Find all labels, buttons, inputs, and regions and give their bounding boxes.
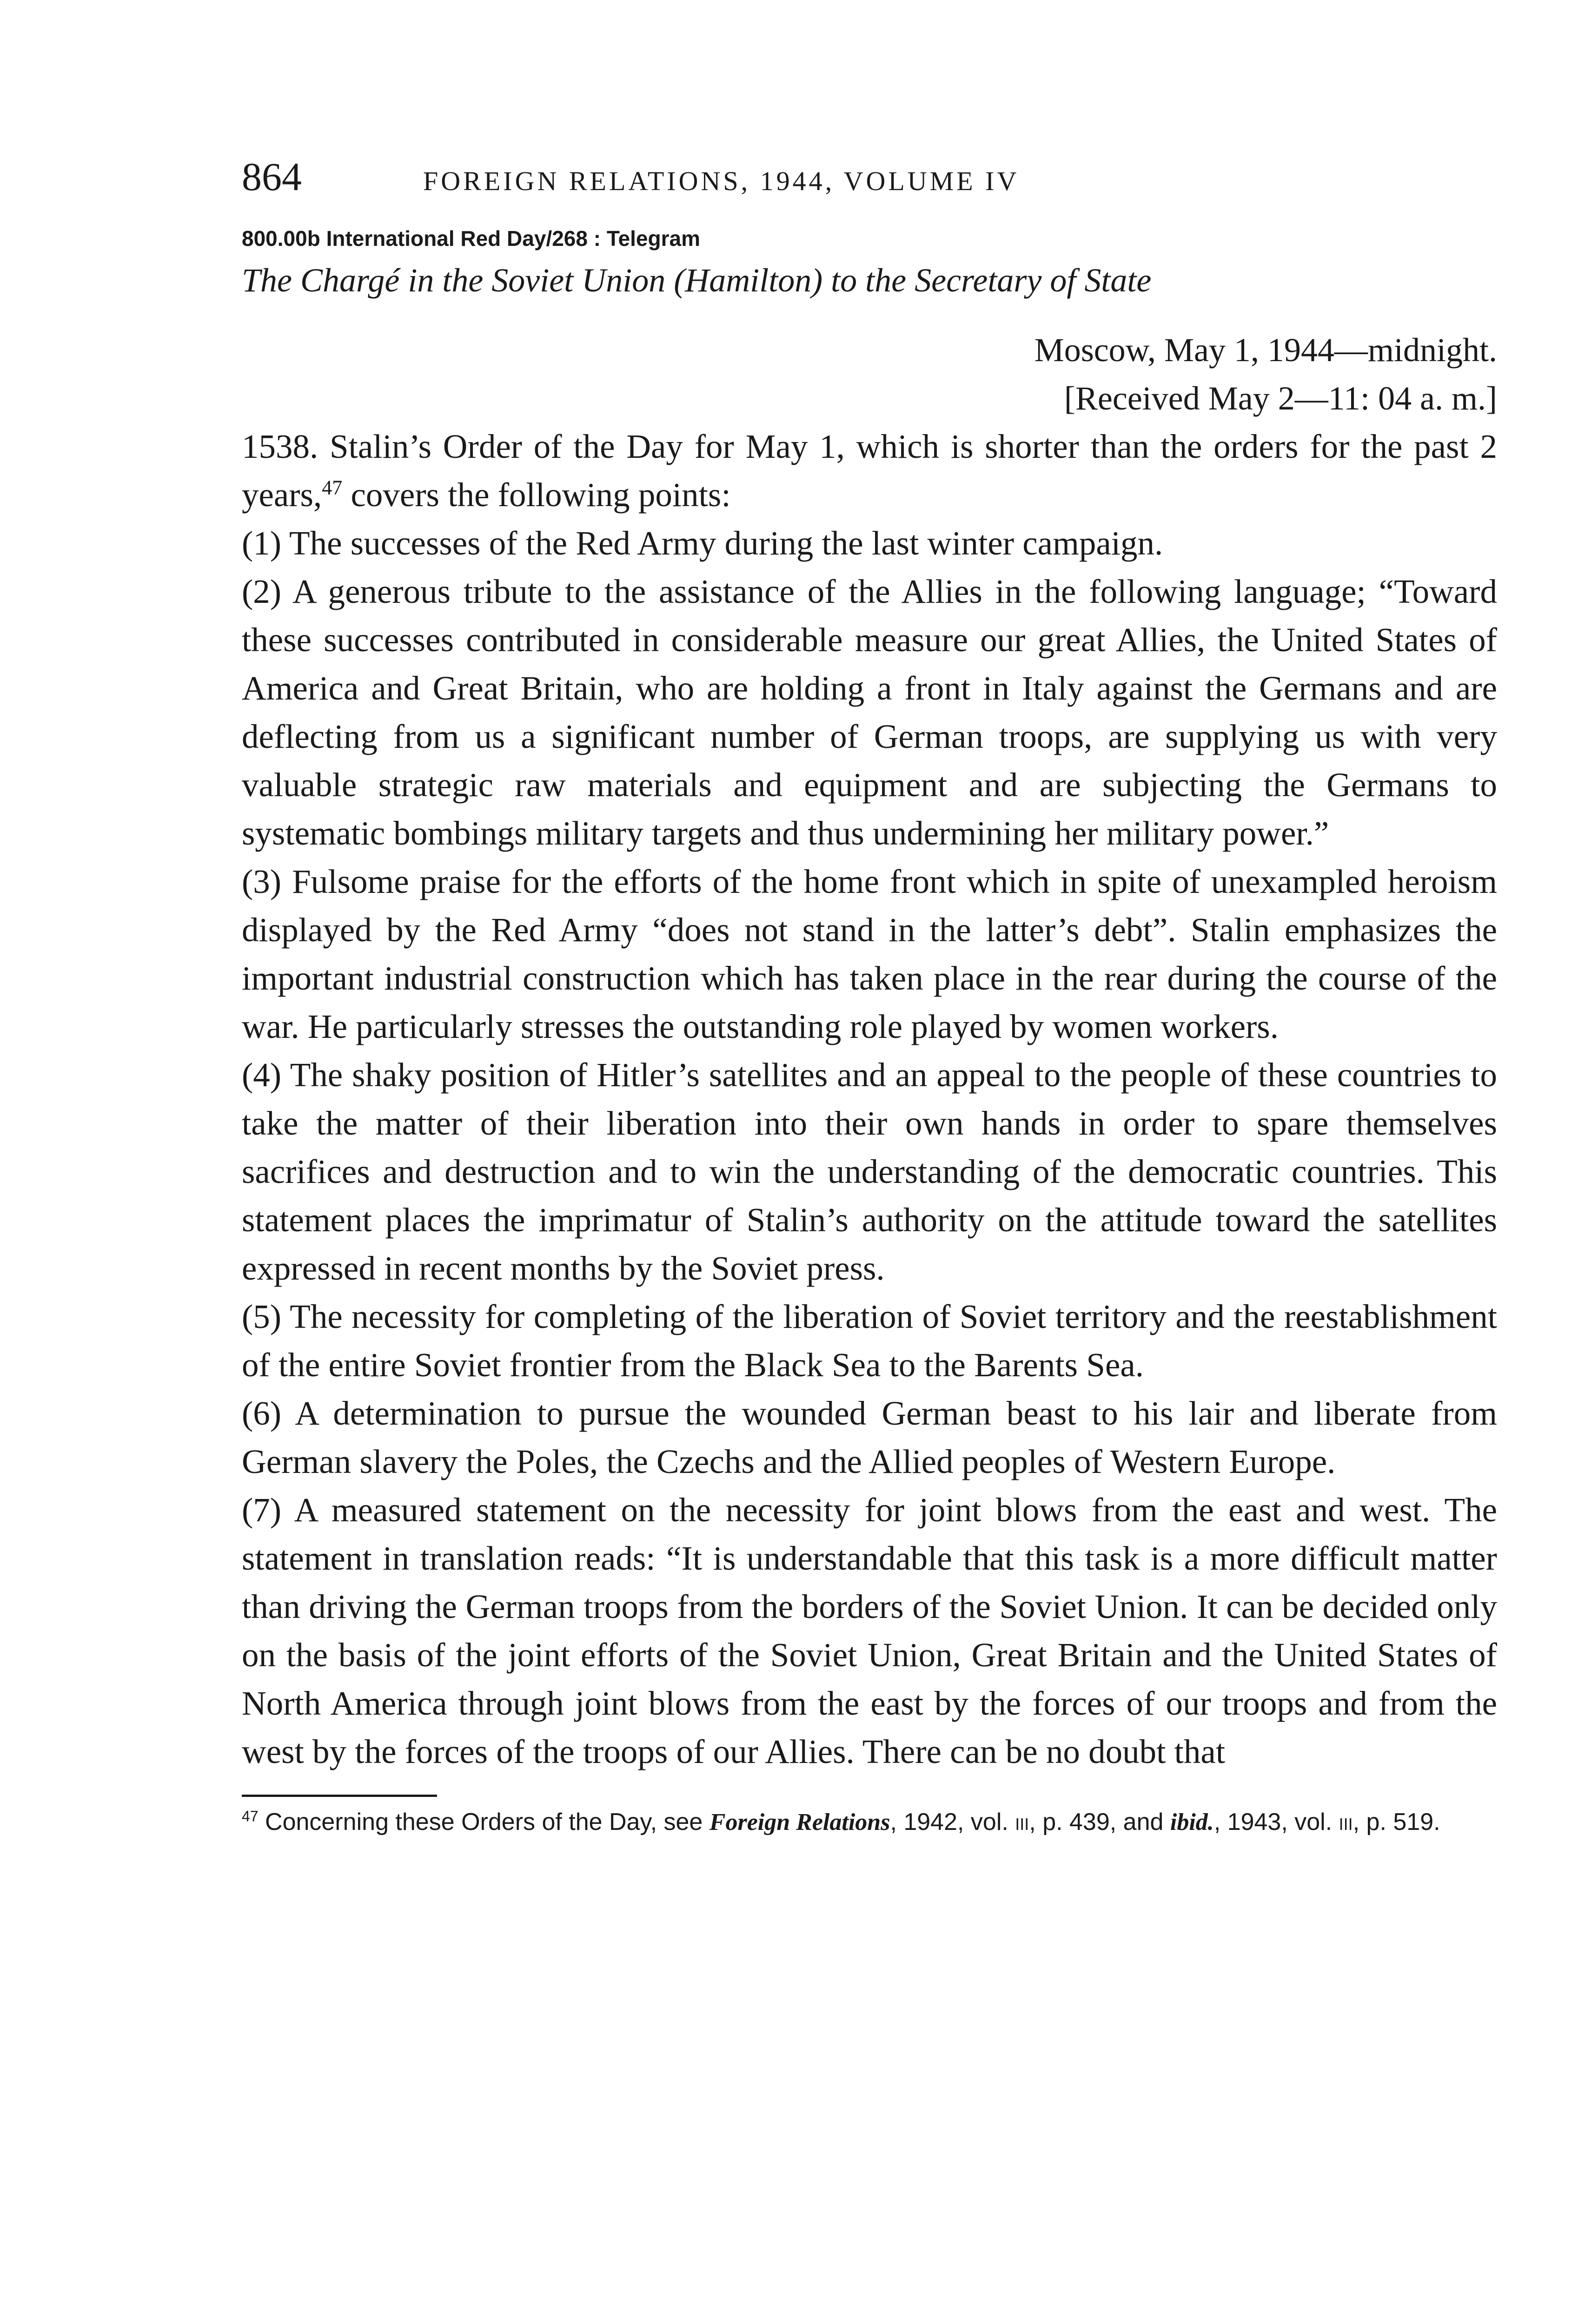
footnote-text: , p. 519. [1353,1809,1440,1835]
point-1: (1) The successes of the Red Army during the last winter campaign. [242,524,1163,562]
point-6: (6) A determination to pursue the wounded German beast to his lair and liberate from German slavery the Poles, the Czechs and the Allied peoples of Western Europe. [242,1394,1497,1480]
point-5: (5) The necessity for completing of the liberation of Soviet territory and the reestablishment of the entire Soviet frontier from the Black Sea to the Barents Sea. [242,1298,1497,1384]
point-4: (4) The shaky position of Hitler’s satellites and an appeal to the people of these countries to take the matter of their liberation into their own hands in order to spare themselves sacrifices and destruction and to win the understanding of the democratic countries. This statement places the imprimatur of Stalin’s authority on the attitude toward the satellites expressed in recent months by the Soviet press. [242,1056,1497,1287]
footnote-text: , 1942, vol. [890,1809,1015,1835]
point-7: (7) A measured statement on the necessity for joint blows from the east and west. The statement in translation reads: “It is understandable that this task is a more difficult matter than driving the German troops from the borders of the Soviet Union. It can be decided only on the basis of the joint efforts of the Soviet Union, Great Britain and the United States of North America through joint blows from the east by the forces of our troops and from the west by the forces of the troops of our Allies. There can be no doubt that [242,1491,1497,1770]
document-title: The Chargé in the Soviet Union (Hamilton) to the Secretary of State [242,262,1152,299]
received-line: [Received May 2—11: 04 a. m.] [1064,380,1497,417]
point-3: (3) Fulsome praise for the efforts of the home front which in spite of unexampled heroism displayed by the Red Army “does not stand in the latter’s debt”. Stalin emphasizes the important industrial construction which has taken place in the rear during the course of the war. He particularly stresses the outstanding role played by women workers. [242,863,1497,1045]
paragraph-intro-text: 1538. Stalin’s Order of the Day for May 1, which is shorter than the orders for the past 2 years, [242,428,1497,514]
footnote-marker: 47 [242,1808,259,1825]
footnote-citation: Foreign Relations [709,1809,890,1835]
paragraph-intro [242,423,1497,519]
footnote-reference: 47 [322,476,343,499]
dateline-block [242,326,1497,423]
running-head [242,153,1497,209]
footnote [242,1805,1497,1839]
paragraph-intro-text-end: covers the following points: [342,476,731,514]
document-page [242,153,1497,1839]
footnote-volume: iii [1015,1809,1029,1835]
point-2: (2) A generous tribute to the assistance of the Allies in the following language; “Toward these successes contributed in considerable measure our great Allies, the United States of America and Great Britain, who are holding a front in Italy against the Germans and are deflecting from us a significant number of German troops, are supplying us with very valuable strategic raw materials and equipment and are subjecting the Germans to systematic bombings military targets and thus undermining her military power.” [242,573,1497,852]
footnote-text: Concerning these Orders of the Day, see [258,1809,709,1835]
footnote-volume: iii [1339,1809,1353,1835]
footnote-citation: ibid. [1170,1809,1214,1835]
footnote-text: , p. 439, and [1029,1809,1170,1835]
running-title: FOREIGN RELATIONS, 1944, VOLUME IV [423,166,1020,196]
dateline: Moscow, May 1, 1944—midnight. [1034,331,1497,369]
page-number: 864 [242,154,302,199]
footnote-text: , 1943, vol. [1213,1809,1339,1835]
footnote-divider [242,1795,437,1797]
file-reference: 800.00b International Red Day/268 : Telegram [242,226,700,251]
